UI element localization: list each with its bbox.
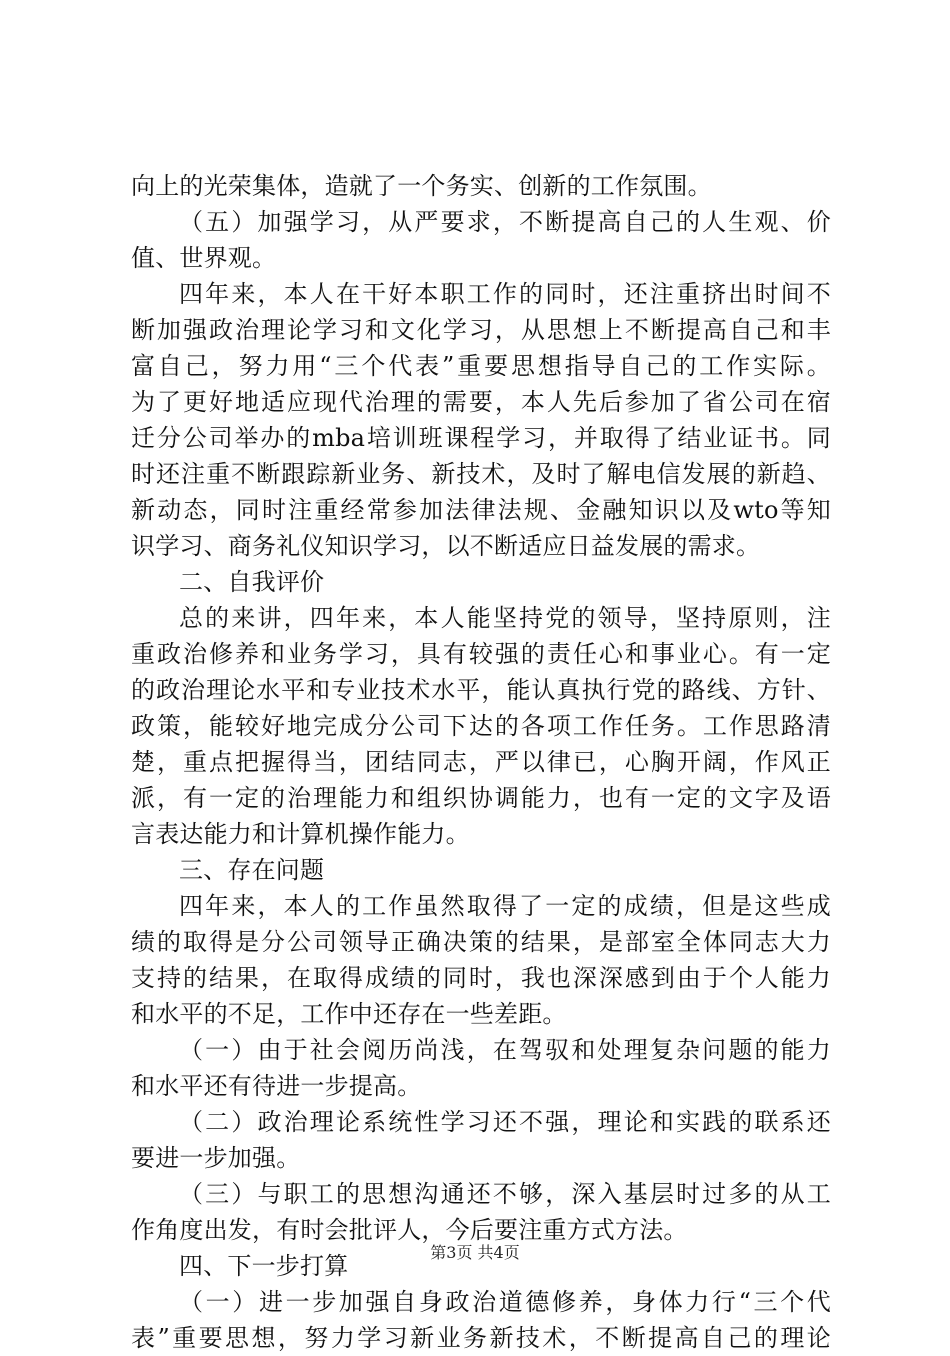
section-heading: 四、下一步打算 [179, 1252, 349, 1280]
paragraph-line: 总的来讲，四年来，本人能坚持党的领导，坚持原则，注 [179, 604, 831, 632]
paragraph-line: 的政治理论水平和专业技术水平，能认真执行党的路线、方针、 [131, 676, 831, 704]
paragraph-line: 重政治修养和业务学习，具有较强的责任心和事业心。有一定 [131, 640, 831, 668]
section-heading: 三、存在问题 [179, 856, 325, 884]
paragraph-line: 识学习、商务礼仪知识学习，以不断适应日益发展的需求。 [131, 532, 761, 560]
paragraph-line: 和水平还有待进一步提高。 [131, 1072, 422, 1100]
paragraph-line: 楚，重点把握得当，团结同志，严以律已，心胸开阔，作风正 [131, 748, 831, 776]
paragraph-line: 四年来，本人的工作虽然取得了一定的成绩，但是这些成 [179, 892, 831, 920]
paragraph-line: （三）与职工的思想沟通还不够，深入基层时过多的从工 [179, 1180, 831, 1208]
paragraph-line: 时还注重不断跟踪新业务、新技术，及时了解电信发展的新趋、 [131, 460, 831, 488]
paragraph-line: 向上的光荣集体，造就了一个务实、创新的工作氛围。 [131, 172, 712, 200]
paragraph-line: 值、世界观。 [131, 244, 277, 272]
paragraph-line: 断加强政治理论学习和文化学习，从思想上不断提高自己和丰 [131, 316, 831, 344]
paragraph-line: 绩的取得是分公司领导正确决策的结果，是部室全体同志大力 [131, 928, 831, 956]
paragraph-line: （五）加强学习，从严要求，不断提高自己的人生观、价 [179, 208, 831, 236]
paragraph-line: 为了更好地适应现代治理的需要，本人先后参加了省公司在宿 [131, 388, 831, 416]
paragraph-line: 迁分公司举办的mba培训班课程学习，并取得了结业证书。同 [131, 424, 831, 452]
paragraph-line: 作角度出发，有时会批评人，今后要注重方式方法。 [131, 1216, 688, 1244]
paragraph-line: （一）进一步加强自身政治道德修养，身体力行“三个代 [179, 1288, 831, 1316]
paragraph-line: 表”重要思想，努力学习新业务新技术，不断提高自己的理论 [131, 1324, 831, 1352]
page-number: 第3页 共4页 [430, 1243, 520, 1262]
paragraph-line: 支持的结果，在取得成绩的同时，我也深深感到由于个人能力 [131, 964, 831, 992]
paragraph-line: 政策，能较好地完成分公司下达的各项工作任务。工作思路清 [131, 712, 831, 740]
paragraph-line: （一）由于社会阅历尚浅，在驾驭和处理复杂问题的能力 [179, 1036, 831, 1064]
document-body [131, 168, 831, 1356]
paragraph-line: 富自己，努力用“三个代表”重要思想指导自己的工作实际。 [131, 352, 831, 380]
paragraph-line: 四年来，本人在干好本职工作的同时，还注重挤出时间不 [179, 280, 831, 308]
paragraph-line: 新动态，同时注重经常参加法律法规、金融知识以及wto等知 [131, 496, 831, 524]
paragraph-line: 言表达能力和计算机操作能力。 [131, 820, 470, 848]
paragraph-line: 要进一步加强。 [131, 1144, 301, 1172]
paragraph-line: （二）政治理论系统性学习还不强，理论和实践的联系还 [179, 1108, 831, 1136]
paragraph-line: 派，有一定的治理能力和组织协调能力，也有一定的文字及语 [131, 784, 831, 812]
section-heading: 二、自我评价 [179, 568, 325, 596]
paragraph-line: 和水平的不足，工作中还存在一些差距。 [131, 1000, 567, 1028]
